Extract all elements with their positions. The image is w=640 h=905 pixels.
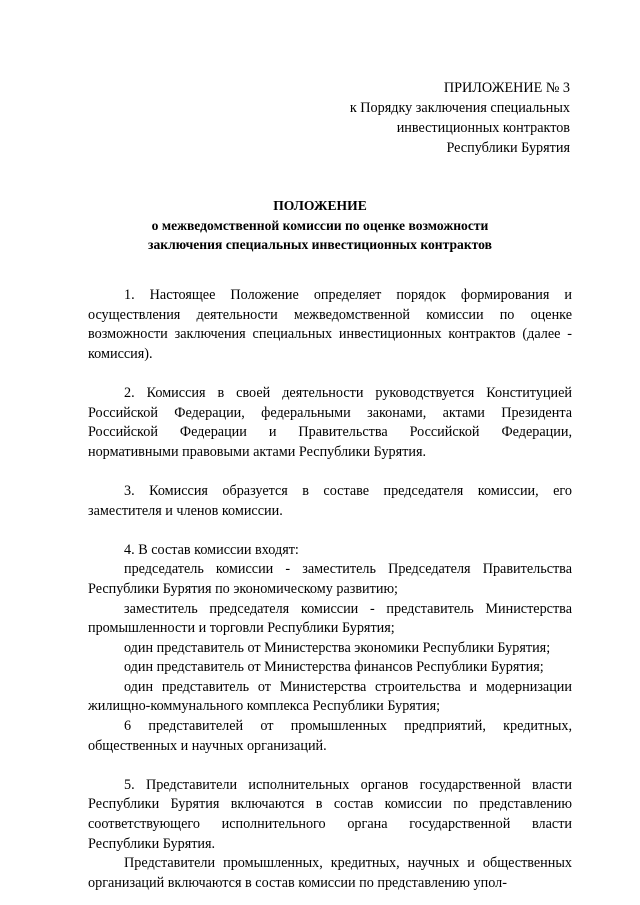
appendix-reference-line1: к Порядку заключения специальных — [349, 100, 570, 116]
document-body — [88, 286, 572, 893]
appendix-header — [350, 78, 570, 158]
title-subheading-line2: заключения специальных инвестиционных контрактов — [148, 237, 492, 252]
paragraph-3: 3. Комиссия образуется в составе председателя комиссии, его заместителя и членов комиссии. — [88, 482, 572, 519]
member-ministry-construction: один представитель от Министерства строительства и модернизации жилищно-коммунального комплекса Республики Бурятия; — [88, 678, 572, 715]
title-heading: ПОЛОЖЕНИЕ — [273, 198, 367, 213]
paragraph-1: 1. Настоящее Положение определяет порядок формирования и осуществления деятельности межведомственной комиссии по оценке возможности заключения специальных инвестиционных контрактов (далее - комиссия). — [88, 287, 572, 362]
member-ministry-finance: один представитель от Министерства финансов Республики Бурятия; — [124, 659, 544, 676]
paragraph-4-intro: 4. В состав комиссии входят: — [124, 541, 299, 558]
paragraph-2: 2. Комиссия в своей деятельности руководствуется Конституцией Российской Федерации, федеральными законами, актами Президента Российской Федерации и Правительства Российской Федерации, нормативными правовыми актами Республики Бурятия. — [88, 384, 572, 460]
paragraph-5: 5. Представители исполнительных органов государственной власти Республики Бурятия включаются в состав комиссии по представлению соответствующего исполнительного органа государственной власти Республики Бурятия. — [88, 776, 572, 852]
title-subheading-line1: о межведомственной комиссии по оценке возможности — [151, 217, 489, 233]
appendix-number: ПРИЛОЖЕНИЕ № 3 — [443, 80, 570, 96]
member-deputy-chairman: заместитель председателя комиссии - представитель Министерства промышленности и торговли Республики Бурятия; — [88, 600, 572, 637]
document-title — [60, 196, 580, 255]
appendix-reference-line3: Республики Бурятия — [446, 140, 570, 156]
appendix-reference-line2: инвестиционных контрактов — [396, 120, 570, 136]
paragraph-5-continued: Представители промышленных, кредитных, научных и общественных организаций включаются в состав комиссии по представлению упол- — [88, 855, 572, 891]
member-chairman: председатель комиссии - заместитель Председателя Правительства Республики Бурятия по экономическому развитию; — [88, 561, 572, 597]
member-organizations: 6 представителей от промышленных предприятий, кредитных, общественных и научных организаций. — [88, 718, 572, 754]
member-ministry-economy: один представитель от Министерства экономики Республики Бурятия; — [124, 639, 551, 656]
